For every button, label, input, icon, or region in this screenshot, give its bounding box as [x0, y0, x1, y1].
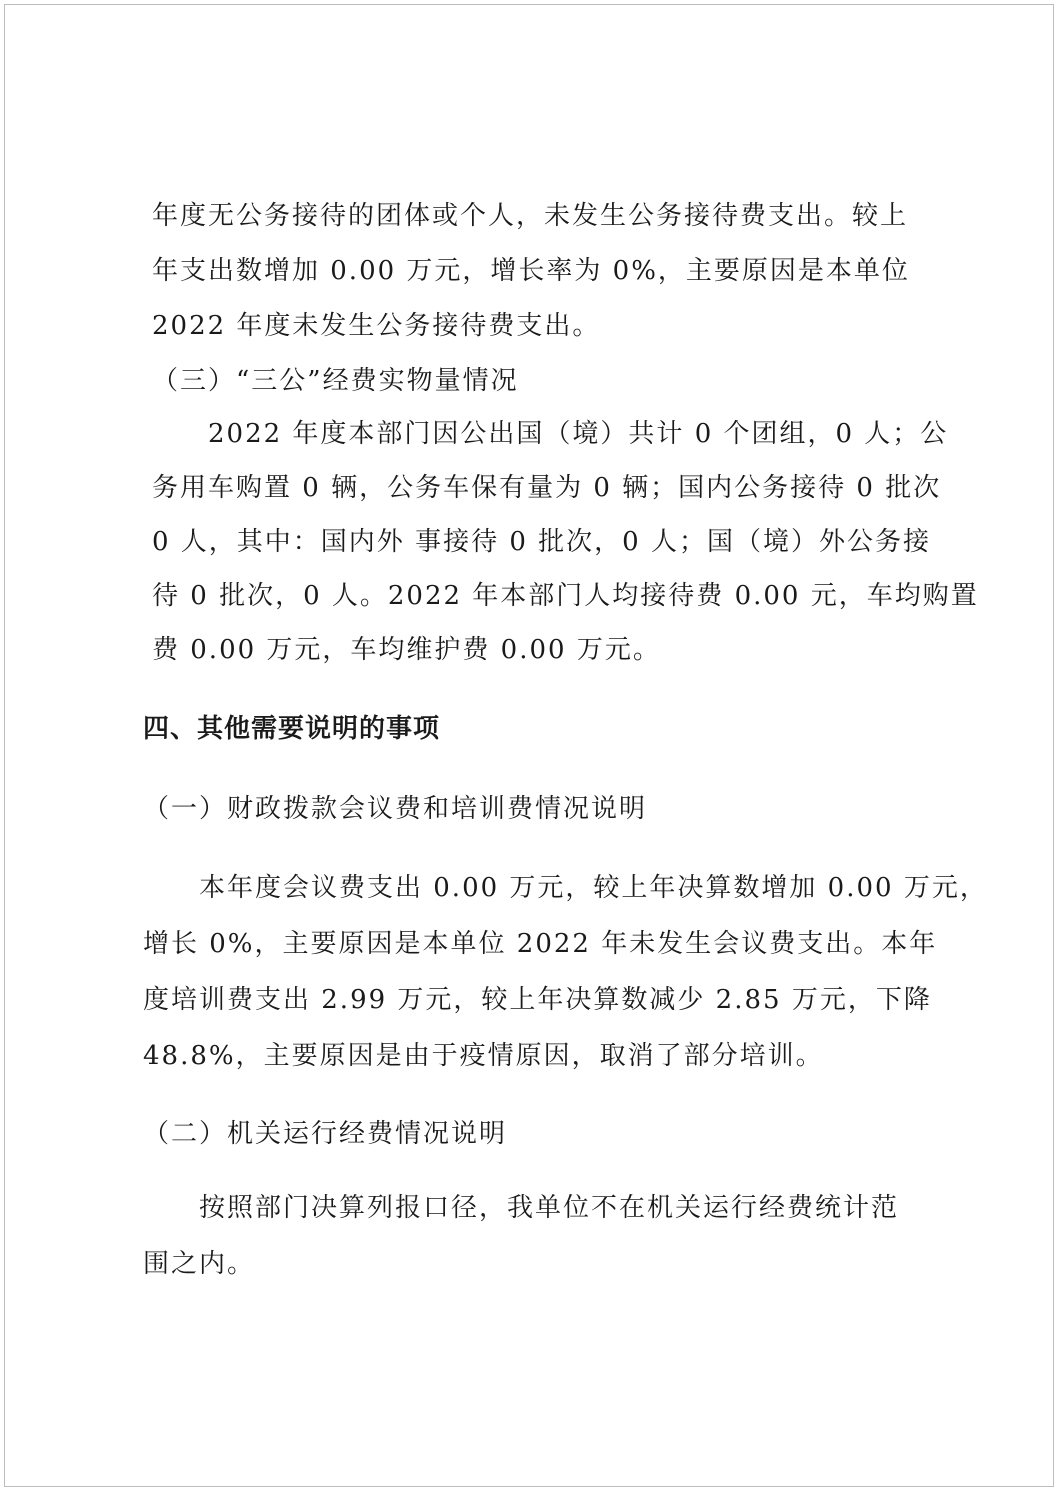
- subsection-heading: （一）财政拨款会议费和培训费情况说明: [143, 794, 648, 824]
- paragraph-line: 年度无公务接待的团体或个人，未发生公务接待费支出。较上: [152, 201, 909, 231]
- paragraph-line: 费 0.00 万元，车均维护费 0.00 万元。: [152, 635, 661, 665]
- paragraph-line: 增长 0%，主要原因是本单位 2022 年未发生会议费支出。本年: [143, 929, 938, 959]
- section-heading: （三）“三公”经费实物量情况: [152, 366, 519, 396]
- paragraph-line: 2022 年度本部门因公出国（境）共计 0 个团组，0 人；公: [208, 419, 949, 449]
- paragraph-line: 2022 年度未发生公务接待费支出。: [152, 311, 601, 341]
- paragraph-line: 务用车购置 0 辆，公务车保有量为 0 辆；国内公务接待 0 批次: [152, 473, 942, 503]
- paragraph-line: 度培训费支出 2.99 万元，较上年决算数减少 2.85 万元，下降: [143, 985, 932, 1015]
- paragraph-line: 待 0 批次，0 人。2022 年本部门人均接待费 0.00 元，车均购置: [152, 581, 979, 611]
- paragraph-line: 按照部门决算列报口径，我单位不在机关运行经费统计范: [199, 1193, 900, 1223]
- part-heading: 四、其他需要说明的事项: [143, 714, 441, 744]
- paragraph-line: 本年度会议费支出 0.00 万元，较上年决算数增加 0.00 万元，: [199, 873, 988, 903]
- paragraph-line: 围之内。: [143, 1249, 256, 1279]
- paragraph-line: 年支出数增加 0.00 万元，增长率为 0%，主要原因是本单位: [152, 256, 910, 286]
- paragraph-line: 0 人，其中：国内外 事接待 0 批次，0 人；国（境）外公务接: [152, 527, 931, 557]
- subsection-heading: （二）机关运行经费情况说明: [143, 1119, 508, 1149]
- paragraph-line: 48.8%，主要原因是由于疫情原因，取消了部分培训。: [143, 1041, 824, 1071]
